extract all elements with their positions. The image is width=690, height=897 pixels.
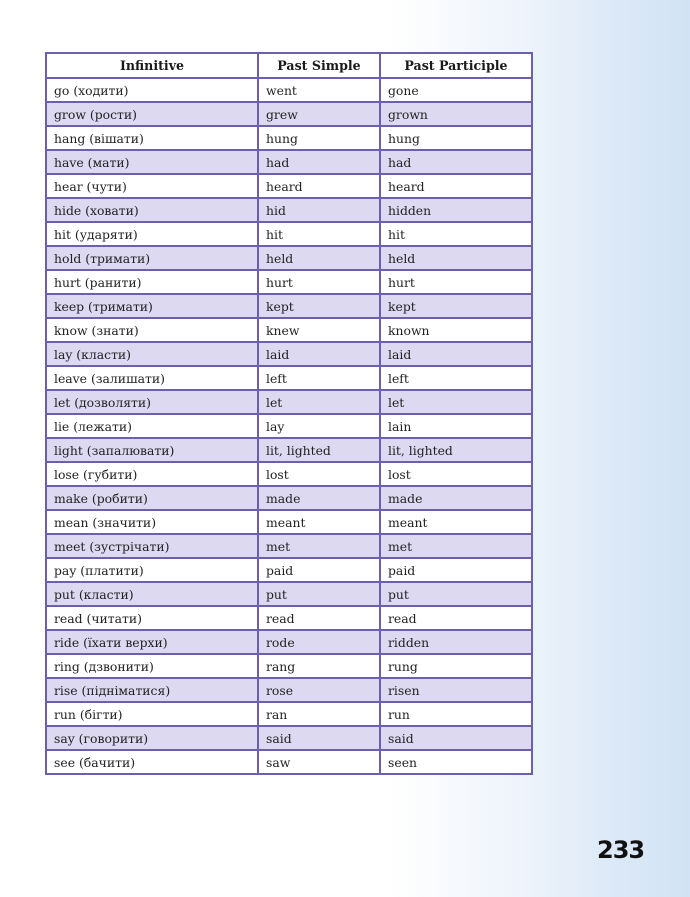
cell-past-simple: went (258, 78, 380, 102)
cell-past-simple: said (258, 726, 380, 750)
cell-past-participle: read (380, 606, 532, 630)
cell-past-participle: gone (380, 78, 532, 102)
cell-infinitive: ride (їхати верхи) (46, 630, 258, 654)
cell-past-participle: known (380, 318, 532, 342)
cell-past-participle: made (380, 486, 532, 510)
cell-past-simple: ran (258, 702, 380, 726)
cell-past-participle: grown (380, 102, 532, 126)
cell-infinitive: have (мати) (46, 150, 258, 174)
table-row (46, 414, 532, 438)
cell-infinitive: read (читати) (46, 606, 258, 630)
cell-past-participle: held (380, 246, 532, 270)
table-row (46, 726, 532, 750)
cell-past-participle: risen (380, 678, 532, 702)
cell-past-simple: rang (258, 654, 380, 678)
page-number: 233 (597, 836, 645, 864)
cell-infinitive: mean (значити) (46, 510, 258, 534)
table-row (46, 438, 532, 462)
cell-past-simple: grew (258, 102, 380, 126)
table-row (46, 174, 532, 198)
cell-past-participle: seen (380, 750, 532, 774)
header-past-simple: Past Simple (258, 53, 380, 78)
cell-infinitive: ring (дзвонити) (46, 654, 258, 678)
cell-past-simple: knew (258, 318, 380, 342)
table-row (46, 198, 532, 222)
cell-infinitive: hang (вішати) (46, 126, 258, 150)
cell-past-simple: lit, lighted (258, 438, 380, 462)
cell-past-simple: held (258, 246, 380, 270)
cell-past-simple: lost (258, 462, 380, 486)
cell-infinitive: let (дозволяти) (46, 390, 258, 414)
cell-past-participle: lost (380, 462, 532, 486)
table-row (46, 78, 532, 102)
cell-infinitive: leave (залишати) (46, 366, 258, 390)
table-row (46, 510, 532, 534)
cell-past-simple: rose (258, 678, 380, 702)
table-row (46, 270, 532, 294)
cell-infinitive: light (запалювати) (46, 438, 258, 462)
cell-past-participle: rung (380, 654, 532, 678)
table-row (46, 126, 532, 150)
cell-infinitive: keep (тримати) (46, 294, 258, 318)
cell-infinitive: hit (ударяти) (46, 222, 258, 246)
cell-past-participle: kept (380, 294, 532, 318)
cell-past-simple: met (258, 534, 380, 558)
cell-past-simple: heard (258, 174, 380, 198)
cell-infinitive: lose (губити) (46, 462, 258, 486)
table-row (46, 246, 532, 270)
cell-infinitive: put (класти) (46, 582, 258, 606)
cell-past-participle: lit, lighted (380, 438, 532, 462)
table-row (46, 294, 532, 318)
table-row (46, 318, 532, 342)
cell-past-participle: paid (380, 558, 532, 582)
cell-past-participle: hit (380, 222, 532, 246)
cell-infinitive: see (бачити) (46, 750, 258, 774)
cell-infinitive: hide (ховати) (46, 198, 258, 222)
cell-past-simple: let (258, 390, 380, 414)
cell-past-simple: saw (258, 750, 380, 774)
cell-past-simple: kept (258, 294, 380, 318)
cell-past-participle: had (380, 150, 532, 174)
cell-past-simple: made (258, 486, 380, 510)
cell-past-participle: meant (380, 510, 532, 534)
cell-past-participle: said (380, 726, 532, 750)
table-row (46, 630, 532, 654)
cell-past-participle: hung (380, 126, 532, 150)
cell-infinitive: hurt (ранити) (46, 270, 258, 294)
table-row (46, 486, 532, 510)
table-row (46, 342, 532, 366)
irregular-verbs-table (45, 52, 533, 775)
cell-past-simple: put (258, 582, 380, 606)
cell-infinitive: say (говорити) (46, 726, 258, 750)
cell-past-simple: had (258, 150, 380, 174)
header-row (46, 53, 532, 78)
table-row (46, 102, 532, 126)
table-row (46, 150, 532, 174)
cell-infinitive: hear (чути) (46, 174, 258, 198)
table-row (46, 678, 532, 702)
cell-past-simple: rode (258, 630, 380, 654)
cell-past-participle: hidden (380, 198, 532, 222)
table-body (46, 78, 532, 774)
cell-past-participle: heard (380, 174, 532, 198)
header-infinitive: Infinitive (46, 53, 258, 78)
cell-infinitive: lay (класти) (46, 342, 258, 366)
table-row (46, 702, 532, 726)
cell-past-participle: laid (380, 342, 532, 366)
table-row (46, 390, 532, 414)
cell-infinitive: lie (лежати) (46, 414, 258, 438)
cell-infinitive: grow (рости) (46, 102, 258, 126)
cell-past-participle: let (380, 390, 532, 414)
table-row (46, 606, 532, 630)
cell-infinitive: run (бігти) (46, 702, 258, 726)
cell-infinitive: go (ходити) (46, 78, 258, 102)
cell-past-simple: paid (258, 558, 380, 582)
cell-past-participle: hurt (380, 270, 532, 294)
table-row (46, 558, 532, 582)
header-past-participle: Past Participle (380, 53, 532, 78)
cell-past-simple: lay (258, 414, 380, 438)
cell-infinitive: rise (підніматися) (46, 678, 258, 702)
cell-past-simple: meant (258, 510, 380, 534)
cell-past-simple: hit (258, 222, 380, 246)
cell-past-participle: put (380, 582, 532, 606)
cell-past-simple: hung (258, 126, 380, 150)
cell-past-simple: hurt (258, 270, 380, 294)
table-row (46, 366, 532, 390)
cell-infinitive: know (знати) (46, 318, 258, 342)
cell-past-simple: hid (258, 198, 380, 222)
cell-infinitive: meet (зустрічати) (46, 534, 258, 558)
cell-past-participle: ridden (380, 630, 532, 654)
table-row (46, 462, 532, 486)
cell-past-simple: left (258, 366, 380, 390)
cell-past-participle: met (380, 534, 532, 558)
table-row (46, 654, 532, 678)
table-header (46, 53, 532, 78)
cell-past-simple: laid (258, 342, 380, 366)
table-row (46, 222, 532, 246)
cell-infinitive: pay (платити) (46, 558, 258, 582)
cell-past-participle: left (380, 366, 532, 390)
cell-past-participle: run (380, 702, 532, 726)
cell-infinitive: hold (тримати) (46, 246, 258, 270)
cell-past-participle: lain (380, 414, 532, 438)
table-row (46, 534, 532, 558)
cell-infinitive: make (робити) (46, 486, 258, 510)
table-row (46, 582, 532, 606)
table-row (46, 750, 532, 774)
cell-past-simple: read (258, 606, 380, 630)
